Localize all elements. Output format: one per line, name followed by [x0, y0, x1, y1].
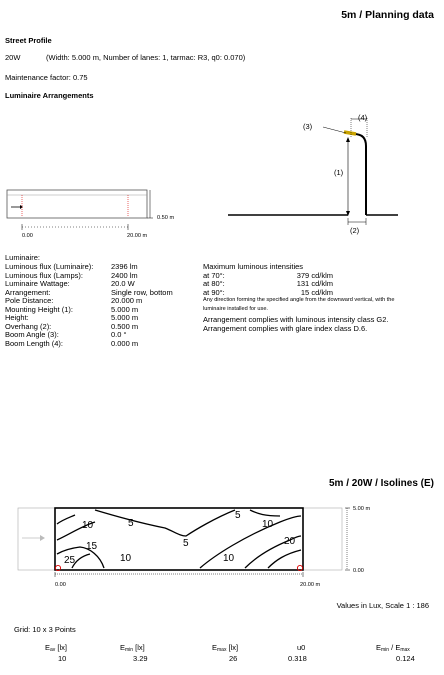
isoline-5-top — [95, 510, 235, 536]
boom-angle-leader — [323, 127, 346, 133]
luminaire-row-label: Boom Length (4): — [5, 338, 63, 348]
luminaire-row-label: Height: — [5, 313, 29, 322]
side-label-2: (2) — [350, 226, 360, 235]
luminaire-row-label: Pole Distance: — [5, 296, 54, 305]
luminaire-row-value: 20.000 m — [111, 296, 143, 305]
isoline-inner-right — [268, 550, 301, 568]
luminaire-row-label: Boom Angle (3): — [5, 330, 59, 339]
iso-label: 5 — [183, 538, 189, 549]
u0-label: u0 — [297, 643, 306, 652]
luminaire-row-value: 5.000 m — [111, 313, 139, 322]
comply-g2: Arrangement complies with luminous intensity class G2. — [203, 315, 389, 324]
plan-x-start: 0.00 — [22, 233, 33, 239]
iso-label: 10 — [120, 553, 132, 564]
comply-d6: Arrangement complies with glare index class D.6. — [203, 324, 368, 333]
street-profile-heading: Street Profile — [5, 36, 52, 45]
luminaire-row-value: 0.000 m — [111, 338, 139, 348]
iso-label: 10 — [82, 520, 94, 531]
plan-height-label: 0.50 m — [157, 215, 175, 221]
emax-value: 26 — [229, 654, 238, 663]
luminaire-row-label: Overhang (2): — [5, 321, 52, 331]
iso-label: 5 — [128, 518, 134, 529]
arrow-head-icon — [40, 535, 45, 541]
eav-label: $E_{av}$ [lx] — [45, 643, 67, 653]
iso-x-end: 20.00 m — [300, 582, 321, 588]
luminaire-row-value: Single row, bottom — [111, 287, 173, 297]
iso-label: 10 — [262, 519, 274, 530]
luminaire-row-label: Luminaire Wattage: — [5, 279, 70, 288]
luminaire-row-label: Mounting Height (1): — [5, 304, 73, 314]
emax-label: $E_{max}$ [lx] — [212, 643, 239, 653]
side-label-3: (3) — [303, 122, 313, 131]
intensity-note-2: luminaire installed for use. — [203, 306, 268, 312]
intensity-value: 379 cd/klm — [296, 270, 333, 280]
luminaire-header: Luminaire: — [5, 253, 41, 262]
intensities-header: Maximum luminous intensities — [203, 262, 304, 271]
emin-label: $E_{min}$ [lx] — [120, 643, 145, 653]
intensity-angle: at 90°: — [203, 287, 225, 297]
iso-label: 10 — [223, 553, 235, 564]
road-outline — [7, 190, 147, 218]
side-label-4: (4) — [358, 113, 368, 122]
pole-icon — [354, 134, 366, 215]
luminaire-row-value: 20.0 W — [111, 279, 135, 288]
maintenance-factor: Maintenance factor: 0.75 — [5, 73, 88, 82]
scale-text: Values in Lux, Scale 1 : 186 — [336, 601, 429, 610]
plan-x-end: 20.00 m — [127, 233, 148, 239]
ratio-label: $E_{min} / E_{max}$ — [376, 643, 410, 653]
luminaire-row-label: Luminous flux (Lamps): — [5, 270, 83, 280]
iso-label: 25 — [64, 555, 76, 566]
iso-y-top: 5.00 m — [353, 506, 371, 512]
iso-label: 15 — [86, 541, 98, 552]
intensity-value: 131 cd/klm — [296, 279, 333, 288]
ratio-value: 0.124 — [396, 654, 415, 663]
eav-value: 10 — [58, 654, 67, 663]
emin-value: 3.29 — [133, 654, 148, 663]
iso-x-start: 0.00 — [55, 582, 66, 588]
intensity-note-1: Any direction forming the specified angle from the downward vertical, with the — [203, 297, 395, 303]
intensity-angle: at 70°: — [203, 270, 225, 280]
luminaire-row-value: 2400 lm — [111, 270, 138, 280]
luminaire-row-label: Luminous flux (Luminaire): — [5, 262, 94, 271]
iso-y-bottom: 0.00 — [353, 568, 364, 574]
intensity-value: 15 cd/klm — [300, 287, 333, 297]
iso-label: 5 — [235, 510, 241, 521]
isoline-diagram — [0, 500, 444, 585]
luminaire-row-value: 0.500 m — [111, 321, 139, 331]
isoline-10-top-left — [57, 515, 75, 524]
u0-value: 0.318 — [288, 654, 307, 663]
isolines-title: 5m / 20W / Isolines (E) — [328, 478, 434, 489]
page-title: 5m / Planning data — [341, 9, 434, 21]
isoline-5-right — [250, 510, 280, 516]
side-label-1: (1) — [334, 168, 344, 177]
luminaire-row-value: 0.0 ° — [111, 330, 127, 339]
luminaire-row-value: 2396 lm — [111, 262, 138, 271]
grid-text: Grid: 10 x 3 Points — [14, 625, 76, 634]
intensity-angle: at 80°: — [203, 279, 225, 288]
arrow-head-icon — [20, 205, 23, 209]
iso-label: 20 — [284, 536, 296, 547]
profile-name: 20W — [5, 53, 21, 62]
profile-details: (Width: 5.000 m, Number of lanes: 1, tarmac: R3, q0: 0.070) — [46, 53, 246, 62]
side-view-diagram — [220, 108, 444, 243]
arrangements-heading: Luminaire Arrangements — [5, 91, 94, 100]
intensity-row — [203, 288, 333, 297]
road-boundary — [55, 508, 303, 570]
luminaire-row-label: Arrangement: — [5, 287, 51, 297]
luminaire-row — [5, 338, 139, 348]
luminaire-row-value: 5.000 m — [111, 304, 139, 314]
